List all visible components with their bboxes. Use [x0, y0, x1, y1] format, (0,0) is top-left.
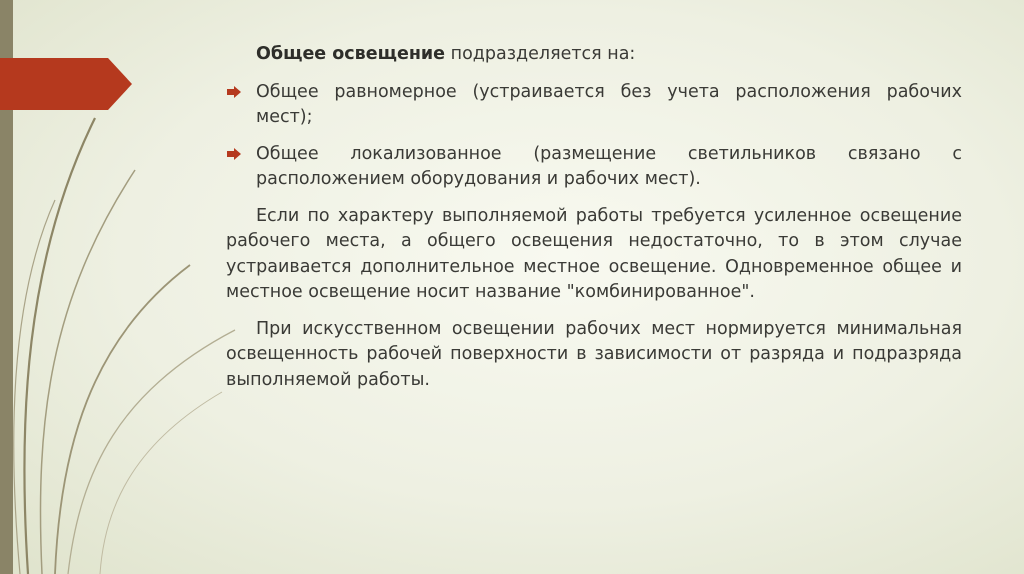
bullet-item	[226, 80, 962, 131]
slide-content	[226, 42, 962, 404]
bullet-text: Общее локализованное (размещение светильников связано с расположением оборудования и рабочих мест).	[256, 143, 962, 189]
title-rest: подразделяется на:	[445, 44, 636, 64]
paragraph-artificial-lighting: При искусственном освещении рабочих мест нормируется минимальная освещенность рабочей поверхности в зависимости от разряда и подразряда выполняемой работы.	[226, 318, 962, 390]
bullet-item	[226, 142, 962, 193]
bullet-text: Общее равномерное (устраивается без учета расположения рабочих мест);	[256, 81, 962, 127]
arrow-bullet-icon	[226, 85, 242, 99]
paragraph-combined-lighting: Если по характеру выполняемой работы требуется усиленное освещение рабочего места, а общего освещения недостаточно, то в этом случае устраивается дополнительное местное освещение. Одновременное общее и местное освещение носит название "комбинированное".	[226, 205, 962, 302]
red-arrow-banner	[0, 58, 132, 110]
slide-title	[226, 42, 962, 68]
arrow-bullet-icon	[226, 147, 242, 161]
title-bold: Общее освещение	[256, 44, 446, 64]
